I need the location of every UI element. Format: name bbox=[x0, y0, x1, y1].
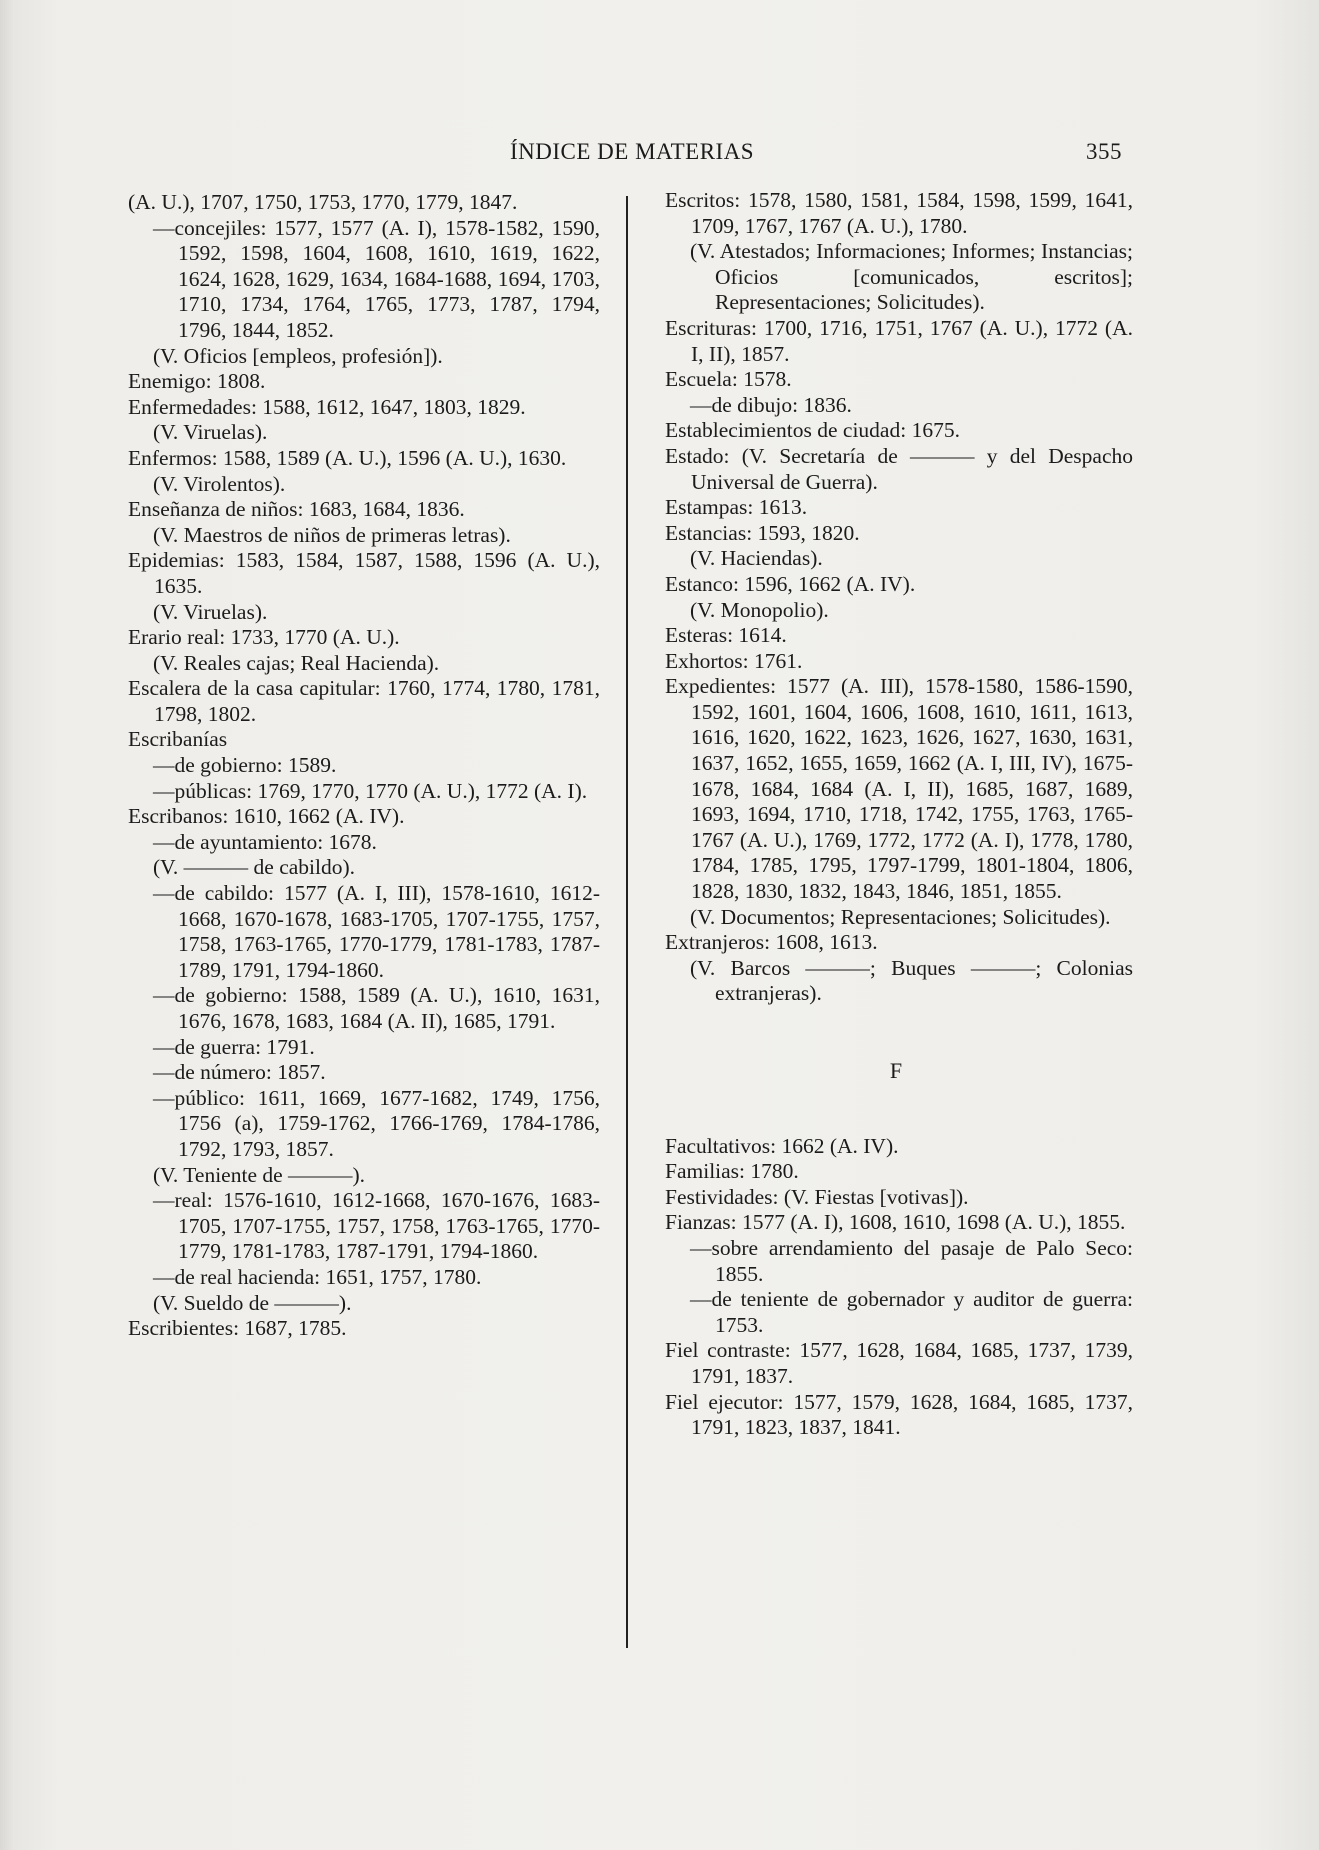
index-subentry: (V. Maestros de niños de primeras letras). bbox=[153, 522, 511, 547]
index-subentry: —de guerra: 1791. bbox=[153, 1034, 315, 1059]
index-subentry: —real: 1576-1610, 1612-1668, 1670-1676, 1683-1705, 1707-1755, 1757, 1758, 1763-1765, 1770-1779, 1781-1783, 1787-1791, 1794-1860. bbox=[153, 1188, 600, 1264]
index-subentry: —de gobierno: 1588, 1589 (A. U.), 1610, 1631, 1676, 1678, 1683, 1684 (A. II), 1685, 1791. bbox=[153, 983, 600, 1033]
index-entry: Escuela: 1578. bbox=[665, 367, 792, 392]
running-header bbox=[0, 139, 1319, 173]
page-number: 355 bbox=[1086, 139, 1122, 164]
index-entry: (A. U.), 1707, 1750, 1753, 1770, 1779, 1847. bbox=[128, 190, 518, 214]
index-subentry: —concejiles: 1577, 1577 (A. I), 1578-1582, 1590, 1592, 1598, 1604, 1608, 1610, 1619, 1622, 1624, 1628, 1629, 1634, 1684-1688, 1694, 1703, 1710, 1734, 1764, 1765, 1773, 1787, 1794, 1796, 1844, 1852. bbox=[153, 215, 600, 342]
index-subentry: —de real hacienda: 1651, 1757, 1780. bbox=[153, 1264, 482, 1289]
index-entry: Expedientes: 1577 (A. III), 1578-1580, 1586-1590, 1592, 1601, 1604, 1606, 1608, 1610, 1611, 1613, 1616, 1620, 1622, 1623, 1626, 1627, 1630, 1631, 1637, 1652, 1655, 1659, 1662 (A. I, III, IV), 1675-1678, 1684, 1684 (A. I, II), 1685, 1687, 1689, 1693, 1694, 1710, 1718, 1742, 1755, 1763, 1765-1767 (A. U.), 1769, 1772, 1772 (A. I), 1778, 1780, 1784, 1785, 1795, 1797-1799, 1801-1804, 1806, 1828, 1830, 1832, 1843, 1846, 1851, 1855. bbox=[665, 674, 1133, 904]
index-subentry: (V. Oficios [empleos, profesión]). bbox=[153, 343, 443, 368]
index-entry: Enfermos: 1588, 1589 (A. U.), 1596 (A. U.), 1630. bbox=[128, 445, 567, 470]
index-subentry: (V. Monopolio). bbox=[690, 597, 829, 622]
index-subentry: (V. Barcos ———; Buques ———; Colonias extranjeras). bbox=[690, 955, 1133, 1006]
index-entry: Esteras: 1614. bbox=[665, 623, 787, 648]
index-subentry: —públicas: 1769, 1770, 1770 (A. U.), 1772 (A. I). bbox=[153, 778, 588, 803]
index-entry: Erario real: 1733, 1770 (A. U.). bbox=[128, 625, 400, 650]
index-subentry: (V. Virolentos). bbox=[153, 471, 286, 496]
section-letter: F bbox=[889, 1058, 903, 1083]
index-entry: Escribanías bbox=[128, 727, 228, 752]
index-entry: Facultativos: 1662 (A. IV). bbox=[665, 1133, 899, 1158]
index-entry: Estado: (V. Secretaría de ——— y del Despacho Universal de Guerra). bbox=[665, 443, 1133, 494]
index-entry: Epidemias: 1583, 1584, 1587, 1588, 1596 (A. U.), 1635. bbox=[128, 548, 600, 598]
index-entry: Familias: 1780. bbox=[665, 1159, 799, 1184]
index-subentry: (V. Sueldo de ———). bbox=[153, 1290, 352, 1315]
index-subentry: (V. Teniente de ———). bbox=[153, 1162, 366, 1187]
index-entry: Enfermedades: 1588, 1612, 1647, 1803, 1829. bbox=[128, 394, 526, 419]
index-subentry: (V. ——— de cabildo). bbox=[153, 855, 356, 880]
index-entry: Establecimientos de ciudad: 1675. bbox=[665, 418, 960, 443]
index-entry: Escribanos: 1610, 1662 (A. IV). bbox=[128, 804, 405, 829]
index-subentry: —sobre arrendamiento del pasaje de Palo Seco: 1855. bbox=[690, 1235, 1133, 1286]
index-entry: Fianzas: 1577 (A. I), 1608, 1610, 1698 (A. U.), 1855. bbox=[665, 1210, 1126, 1235]
entries-e bbox=[665, 188, 1133, 1007]
index-subentry: (V. Reales cajas; Real Hacienda). bbox=[153, 650, 440, 675]
index-entry: Estampas: 1613. bbox=[665, 495, 808, 520]
index-subentry: —público: 1611, 1669, 1677-1682, 1749, 1756, 1756 (a), 1759-1762, 1766-1769, 1784-1786, 1792, 1793, 1857. bbox=[153, 1085, 600, 1161]
index-entry: Enseñanza de niños: 1683, 1684, 1836. bbox=[128, 497, 465, 522]
page-title: ÍNDICE DE MATERIAS bbox=[510, 139, 755, 164]
index-entry: Fiel contraste: 1577, 1628, 1684, 1685, 1737, 1739, 1791, 1837. bbox=[665, 1338, 1133, 1388]
index-subentry: —de dibujo: 1836. bbox=[690, 392, 852, 417]
index-entry: Escritos: 1578, 1580, 1581, 1584, 1598, 1599, 1641, 1709, 1767, 1767 (A. U.), 1780. bbox=[665, 188, 1133, 238]
index-entry: Fiel ejecutor: 1577, 1579, 1628, 1684, 1685, 1737, 1791, 1823, 1837, 1841. bbox=[665, 1389, 1133, 1440]
index-entry: Escrituras: 1700, 1716, 1751, 1767 (A. U.), 1772 (A. I, II), 1857. bbox=[665, 315, 1133, 366]
index-entry: Estancias: 1593, 1820. bbox=[665, 520, 860, 545]
index-subentry: (V. Atestados; Informaciones; Informes; Instancias; Oficios [comunicados, escritos]; Representaciones; Solicitudes). bbox=[690, 239, 1133, 315]
index-subentry: —de ayuntamiento: 1678. bbox=[153, 829, 377, 854]
index-subentry: —de cabildo: 1577 (A. I, III), 1578-1610, 1612-1668, 1670-1678, 1683-1705, 1707-1755, 1757, 1758, 1763-1765, 1770-1779, 1781-1783, 1787-1789, 1791, 1794-1860. bbox=[153, 881, 600, 982]
column-divider bbox=[626, 196, 628, 1648]
index-entry: Extranjeros: 1608, 1613. bbox=[665, 930, 878, 955]
index-subentry: (V. Haciendas). bbox=[690, 546, 823, 571]
index-entry: Escalera de la casa capitular: 1760, 1774, 1780, 1781, 1798, 1802. bbox=[128, 676, 600, 726]
index-subentry: (V. Viruelas). bbox=[153, 420, 268, 445]
index-entry: Estanco: 1596, 1662 (A. IV). bbox=[665, 571, 916, 596]
index-entry: Exhortos: 1761. bbox=[665, 648, 803, 673]
index-subentry: (V. Documentos; Representaciones; Solicitudes). bbox=[690, 904, 1111, 929]
right-column bbox=[665, 188, 1133, 1441]
index-subentry: —de teniente de gobernador y auditor de guerra: 1753. bbox=[690, 1287, 1133, 1337]
index-subentry: —de número: 1857. bbox=[153, 1060, 326, 1085]
index-entry: Escribientes: 1687, 1785. bbox=[128, 1316, 347, 1341]
index-subentry: (V. Viruelas). bbox=[153, 599, 268, 624]
index-entry: Enemigo: 1808. bbox=[128, 369, 266, 394]
entries-f bbox=[665, 1134, 1133, 1441]
index-entry: Festividades: (V. Fiestas [votivas]). bbox=[665, 1184, 969, 1209]
left-column bbox=[128, 190, 600, 1342]
index-subentry: —de gobierno: 1589. bbox=[153, 753, 337, 778]
